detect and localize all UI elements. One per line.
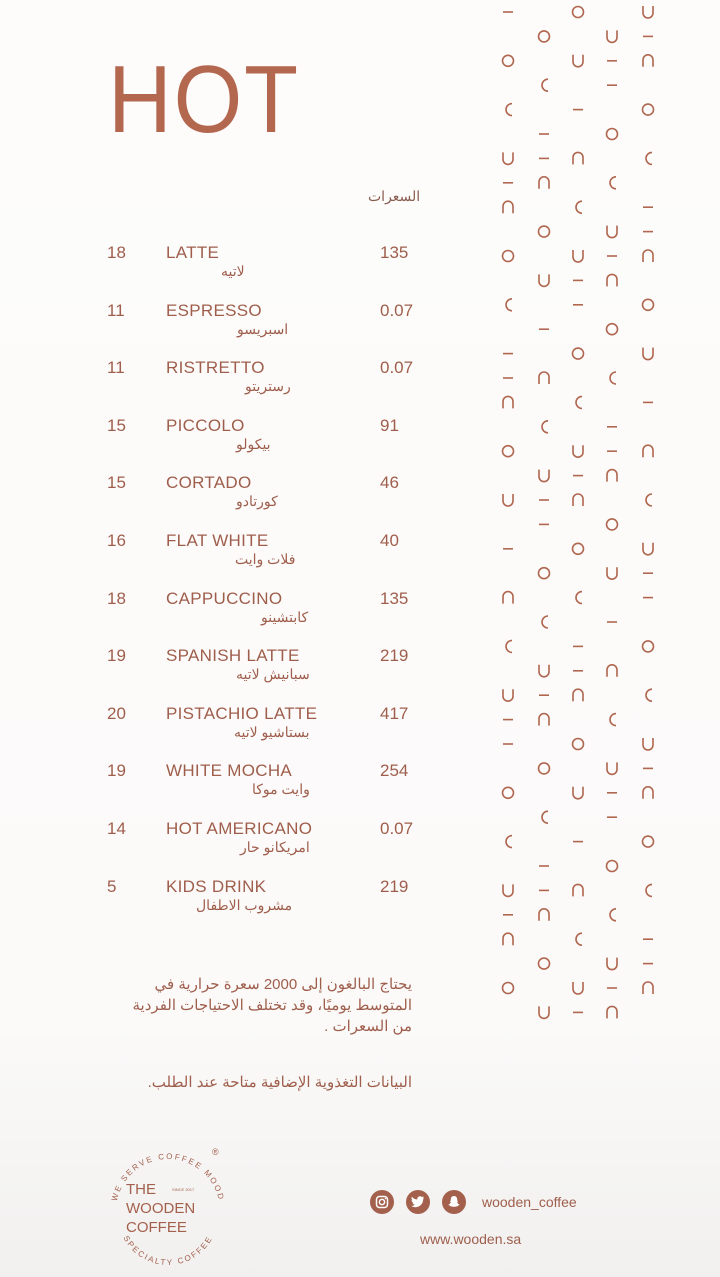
svg-text:WOODEN: WOODEN [126,1200,196,1217]
pattern-mark [607,665,617,677]
item-size: 16 [107,531,126,550]
pattern-mark [503,592,513,604]
item-name: KIDS DRINK [166,876,267,896]
pattern-mark [576,933,582,945]
pattern-mark [607,274,617,286]
pattern-mark [573,739,584,750]
item-name-arabic: بيكولو [236,435,271,452]
snapchat-icon[interactable] [442,1190,466,1214]
item-size: 15 [107,415,126,435]
pattern-mark [573,689,583,701]
pattern-mark [539,177,549,189]
pattern-mark [503,689,513,701]
pattern-mark [539,714,549,726]
pattern-mark [503,787,514,798]
pattern-mark [573,884,583,896]
item-calories: 417 [380,703,409,723]
menu-item [0,531,480,581]
item-name-arabic: كابتشينو [261,608,309,625]
pattern-mark [506,299,512,311]
pattern-mark [607,1006,617,1018]
pattern-mark [646,884,652,896]
menu-item [0,416,480,466]
instagram-icon[interactable] [370,1190,394,1214]
item-name: HOT AMERICANO [166,819,313,838]
item-calories: 135 [380,243,409,262]
pattern-mark [607,519,618,530]
item-name-arabic: لاتيه [221,263,245,279]
calorie-note: يحتاج البالغون إلى 2000 سعرة حرارية في المتوسط يوميًا، وقد تختلف الاحتياجات الفردية من السعرات . [132,976,412,1035]
pattern-mark [610,177,616,189]
pattern-mark [643,250,653,262]
item-name-arabic: امريكانو حار [240,839,310,855]
item-size: 19 [107,761,126,781]
item-name-arabic: رستريتو [245,378,291,395]
svg-text:WE SERVE COFFEE MOOD: WE SERVE COFFEE MOOD [109,1151,227,1203]
pattern-mark [610,909,616,921]
pattern-mark [539,226,550,237]
pattern-mark [506,104,512,116]
pattern-mark [607,958,617,970]
pattern-mark [542,79,548,91]
pattern-mark [542,811,548,823]
pattern-mark [539,1006,549,1018]
pattern-mark [643,299,654,310]
pattern-mark [573,250,583,262]
pattern-mark [643,348,653,360]
svg-text:SINCE 2017: SINCE 2017 [172,1187,195,1192]
item-size: 14 [107,819,126,838]
item-name-arabic: كورتادو [236,493,278,510]
item-name: CAPPUCCINO [166,588,283,608]
item-size: 20 [107,703,126,723]
item-name-arabic: مشروب الاطفال [196,896,293,913]
pattern-mark [503,494,513,506]
pattern-mark [503,251,514,262]
pattern-mark [539,909,549,921]
svg-text:SPECIALTY COFFEE: SPECIALTY COFFEE [121,1234,215,1268]
pattern-mark [539,372,549,384]
pattern-mark [643,104,654,115]
menu-item [0,646,480,696]
svg-text:COFFEE: COFFEE [126,1219,187,1236]
item-calories: 254 [380,761,409,781]
item-size: 11 [107,300,125,320]
pattern-mark [643,445,653,457]
pattern-mark [539,568,550,579]
pattern-mark [607,861,618,872]
item-name: FLAT WHITE [166,531,269,550]
pattern-mark [643,787,653,799]
pattern-mark [610,714,616,726]
item-name-arabic: بستاشيو لاتيه [234,723,310,740]
item-size: 18 [107,243,126,262]
svg-text:®: ® [212,1147,219,1157]
item-size: 19 [107,646,126,666]
pattern-mark [646,689,652,701]
item-calories: 40 [380,531,399,550]
pattern-mark [646,494,652,506]
item-calories: 0.07 [380,300,414,320]
item-name-arabic: وايت موكا [252,781,310,798]
nutrition-note: البيانات التغذوية الإضافية متاحة عند الطلب. [147,1074,412,1091]
pattern-mark [576,201,582,213]
social-handle[interactable]: wooden_coffee [482,1194,577,1210]
pattern-mark [573,7,584,18]
pattern-mark [503,446,514,457]
item-name: SPANISH LATTE [166,646,300,666]
pattern-mark [573,152,583,164]
decorative-pattern [490,0,670,1030]
pattern-mark [576,592,582,604]
pattern-mark [646,152,652,164]
website-link[interactable]: www.wooden.sa [420,1231,522,1247]
pattern-mark [573,787,583,799]
item-size: 18 [107,588,126,608]
item-calories: 219 [380,646,409,666]
pattern-mark [573,543,584,554]
pattern-mark [539,665,549,677]
item-name: RISTRETTO [166,358,265,378]
pattern-mark [607,30,617,42]
pattern-mark [607,567,617,579]
item-name: PICCOLO [166,415,245,435]
pattern-mark [643,55,653,67]
pattern-mark [503,983,514,994]
item-calories: 135 [380,588,409,608]
twitter-icon[interactable] [406,1190,430,1214]
menu-item [0,358,480,408]
page-title: HOT [108,46,300,153]
item-calories: 0.07 [380,358,414,378]
pattern-mark [503,396,513,408]
menu-item [0,589,480,639]
pattern-mark [573,55,583,67]
pattern-mark [503,884,513,896]
pattern-mark [542,616,548,628]
menu-item [0,819,480,869]
pattern-mark [607,226,617,238]
pattern-mark [576,396,582,408]
menu-item [0,473,480,523]
item-size: 11 [107,358,125,378]
menu-item [0,877,480,927]
menu-item [0,704,480,754]
pattern-mark [503,933,513,945]
item-name: LATTE [166,243,220,262]
menu-item [0,301,480,351]
item-name-arabic: اسبريسو [237,320,289,337]
item-calories: 219 [380,876,409,896]
pattern-mark [539,31,550,42]
pattern-mark [573,982,583,994]
pattern-mark [503,55,514,66]
pattern-mark [610,372,616,384]
pattern-mark [607,470,617,482]
pattern-mark [503,201,513,213]
pattern-mark [539,274,549,286]
item-size: 5 [107,876,117,896]
pattern-mark [539,470,549,482]
pattern-mark [643,836,654,847]
pattern-mark [643,738,653,750]
svg-text:THE: THE [126,1181,156,1198]
menu-item [0,243,480,293]
menu-item [0,761,480,811]
pattern-mark [503,152,513,164]
pattern-mark [573,494,583,506]
item-size: 15 [107,473,126,493]
item-name: CORTADO [166,473,252,493]
item-name: PISTACHIO LATTE [166,703,318,723]
pattern-mark [539,763,550,774]
pattern-mark [573,348,584,359]
pattern-mark [506,836,512,848]
pattern-mark [643,982,653,994]
item-name: ESPRESSO [166,300,262,320]
pattern-mark [573,445,583,457]
item-calories: 91 [380,415,399,435]
pattern-mark [539,958,550,969]
wooden-coffee-logo [102,1145,234,1277]
item-name-arabic: سبانيش لاتيه [236,666,310,683]
pattern-mark [542,421,548,433]
calories-header: السعرات [368,188,421,204]
item-name-arabic: فلات وايت [235,551,296,567]
pattern-mark [643,6,653,18]
pattern-mark [607,324,618,335]
pattern-mark [643,543,653,555]
pattern-mark [607,129,618,140]
pattern-mark [643,641,654,652]
pattern-mark [607,762,617,774]
item-name: WHITE MOCHA [166,761,293,781]
item-calories: 46 [380,473,399,493]
pattern-mark [506,640,512,652]
item-calories: 0.07 [380,819,414,838]
